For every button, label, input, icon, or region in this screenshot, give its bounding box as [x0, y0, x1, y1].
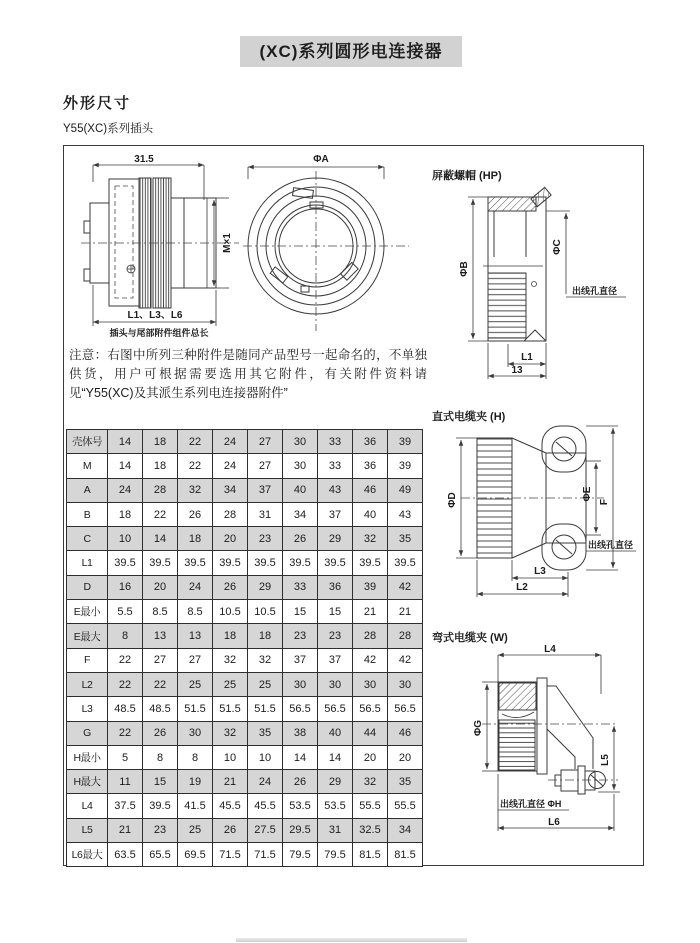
table-cell: 43 [318, 478, 353, 502]
table-cell: 39 [388, 454, 423, 478]
table-cell: 22 [178, 454, 213, 478]
table-cell: 28 [143, 478, 178, 502]
table-cell: 5.5 [108, 600, 143, 624]
table-cell: 53.5 [318, 794, 353, 818]
table-cell: 8 [108, 624, 143, 648]
table-cell: 18 [248, 624, 283, 648]
table-cell: 8 [178, 745, 213, 769]
table-cell: 39.5 [248, 551, 283, 575]
table-cell: 39.5 [108, 551, 143, 575]
table-cell: 37 [248, 478, 283, 502]
table-cell: 42 [388, 575, 423, 599]
table-cell: 35 [248, 721, 283, 745]
table-cell: 32 [353, 527, 388, 551]
table-row [67, 575, 423, 599]
table-cell: 26 [213, 818, 248, 842]
table-cell: 46 [388, 721, 423, 745]
table-cell: 15 [143, 770, 178, 794]
table-row [67, 551, 423, 575]
table-cell: 36 [318, 575, 353, 599]
table-cell: 71.5 [248, 843, 283, 867]
table-cell: 5 [108, 745, 143, 769]
outlet-diameter-label: 出线孔直径 [572, 286, 618, 296]
table-cell: 24 [213, 430, 248, 454]
table-cell: 39.5 [388, 551, 423, 575]
row-label: E最大 [67, 624, 108, 648]
row-label: E最小 [67, 600, 108, 624]
table-cell: 32 [248, 648, 283, 672]
table-cell: 35 [388, 527, 423, 551]
table-cell: 38 [283, 721, 318, 745]
table-cell: 21 [213, 770, 248, 794]
table-cell: 36 [353, 430, 388, 454]
table-cell: 27 [248, 430, 283, 454]
row-label: L1 [67, 551, 108, 575]
table-cell: 37.5 [108, 794, 143, 818]
note-text: 注意：右图中所列三种附件是随同产品型号一起命名的，不单独供货，用户可根据需要选用其它附件，有关附件资料请见“Y55(XC)及其派生系列电连接器附件” [69, 348, 427, 400]
row-label: C [67, 527, 108, 551]
table-cell: 39.5 [318, 551, 353, 575]
table-cell: 23 [318, 624, 353, 648]
table-cell: 22 [108, 672, 143, 696]
table-cell: 30 [283, 672, 318, 696]
table-cell: 42 [388, 648, 423, 672]
table-cell: 29.5 [283, 818, 318, 842]
table-cell: 26 [143, 721, 178, 745]
table-cell: 10.5 [248, 600, 283, 624]
table-cell: 45.5 [213, 794, 248, 818]
table-cell: 27 [178, 648, 213, 672]
table-cell: 33 [318, 430, 353, 454]
table-cell: 22 [108, 721, 143, 745]
outlet-diameter-label: 出线孔直径 [588, 540, 634, 550]
table-cell: 25 [248, 672, 283, 696]
table-cell: 8.5 [143, 600, 178, 624]
table-cell: 43 [388, 502, 423, 526]
dim-label: L3 [534, 566, 546, 577]
row-label: L4 [67, 794, 108, 818]
table-cell: 13 [143, 624, 178, 648]
row-label: B [67, 502, 108, 526]
table-cell: 23 [248, 527, 283, 551]
table-cell: 34 [213, 478, 248, 502]
table-cell: 24 [178, 575, 213, 599]
table-cell: 56.5 [283, 697, 318, 721]
table-cell: 42 [353, 648, 388, 672]
table-cell: 56.5 [318, 697, 353, 721]
table-cell: 32 [213, 721, 248, 745]
dim-label: ΦG [473, 720, 484, 736]
table-cell: 56.5 [388, 697, 423, 721]
angle-clamp-figure-title: 弯式电缆夹 (W) [432, 632, 508, 644]
table-cell: 34 [388, 818, 423, 842]
straight-clamp-figure-title: 直式电缆夹 (H) [432, 411, 506, 423]
table-cell: 11 [108, 770, 143, 794]
table-cell: 14 [318, 745, 353, 769]
table-cell: 31 [318, 818, 353, 842]
dim-label: ΦA [313, 154, 329, 165]
table-row [67, 648, 423, 672]
row-label: H最小 [67, 745, 108, 769]
table-row [67, 818, 423, 842]
shield-nut-figure-title: 屏蔽螺帽 (HP) [432, 170, 502, 182]
outlet-diameter-label: 出线孔直径 ΦH [500, 799, 562, 809]
table-cell: 21 [108, 818, 143, 842]
table-row [67, 794, 423, 818]
table-cell: 33 [318, 454, 353, 478]
dim-label: F [599, 498, 610, 506]
table-cell: 18 [143, 454, 178, 478]
table-cell: 21 [388, 600, 423, 624]
table-cell: 65.5 [143, 843, 178, 867]
table-cell: 28 [388, 624, 423, 648]
row-label: D [67, 575, 108, 599]
table-cell: 26 [178, 502, 213, 526]
table-cell: 22 [143, 672, 178, 696]
table-cell: 35 [388, 770, 423, 794]
row-label: L3 [67, 697, 108, 721]
table-cell: 23 [143, 818, 178, 842]
table-cell: 14 [143, 527, 178, 551]
table-cell: 55.5 [353, 794, 388, 818]
row-label: A [67, 478, 108, 502]
content-frame [63, 145, 644, 866]
table-cell: 20 [388, 745, 423, 769]
dim-label: L1、L3、L6 [127, 310, 183, 321]
plug-front-view-drawing [241, 153, 421, 343]
table-cell: 27 [143, 648, 178, 672]
table-cell: 27.5 [248, 818, 283, 842]
table-cell: 13 [178, 624, 213, 648]
table-cell: 48.5 [108, 697, 143, 721]
table-cell: 10 [108, 527, 143, 551]
row-label: G [67, 721, 108, 745]
table-cell: 10.5 [213, 600, 248, 624]
table-cell: 28 [213, 502, 248, 526]
table-cell: 39.5 [178, 551, 213, 575]
table-cell: 10 [213, 745, 248, 769]
table-cell: 39.5 [283, 551, 318, 575]
table-cell: 40 [283, 478, 318, 502]
dim-label: L5 [600, 754, 611, 766]
table-cell: 25 [178, 672, 213, 696]
section-heading: 外形尺寸 [63, 95, 132, 112]
dim-label: 31.5 [134, 154, 154, 165]
table-cell: 8.5 [178, 600, 213, 624]
dim-label: ΦB [459, 261, 470, 277]
table-row [67, 527, 423, 551]
row-label: L6最大 [67, 843, 108, 867]
dim-label: 13 [511, 365, 523, 376]
table-cell: 37 [283, 648, 318, 672]
table-cell: 32 [353, 770, 388, 794]
table-row [67, 600, 423, 624]
table-cell: 39.5 [143, 794, 178, 818]
table-cell: 22 [178, 430, 213, 454]
dim-label: L6 [548, 817, 560, 828]
table-cell: 19 [178, 770, 213, 794]
table-cell: 79.5 [283, 843, 318, 867]
table-row [67, 770, 423, 794]
table-cell: 44 [353, 721, 388, 745]
table-cell: 51.5 [213, 697, 248, 721]
table-cell: 37 [318, 502, 353, 526]
table-cell: 36 [353, 454, 388, 478]
dim-label: ΦD [447, 492, 458, 508]
table-cell: 32.5 [353, 818, 388, 842]
table-cell: 26 [213, 575, 248, 599]
plug-side-caption: 插头与尾部附件组件总长 [109, 328, 209, 338]
straight-clamp-drawing [436, 424, 651, 609]
table-cell: 21 [353, 600, 388, 624]
table-cell: 69.5 [178, 843, 213, 867]
dim-label: L2 [516, 582, 528, 593]
page-title: (XC)系列圆形电连接器 [240, 36, 462, 67]
table-cell: 14 [283, 745, 318, 769]
table-cell: 26 [283, 527, 318, 551]
table-row [67, 745, 423, 769]
table-cell: 30 [318, 672, 353, 696]
table-cell: 22 [108, 648, 143, 672]
table-cell: 25 [213, 672, 248, 696]
table-cell: 29 [248, 575, 283, 599]
table-cell: 23 [283, 624, 318, 648]
table-cell: 51.5 [248, 697, 283, 721]
table-cell: 20 [213, 527, 248, 551]
table-cell: 18 [178, 527, 213, 551]
angle-clamp-drawing [436, 644, 651, 844]
table-row [67, 672, 423, 696]
dimensions-table [66, 429, 423, 867]
bottom-page-divider [236, 938, 467, 942]
table-header-row [67, 430, 423, 454]
table-cell: 56.5 [353, 697, 388, 721]
table-cell: 63.5 [108, 843, 143, 867]
table-cell: 29 [318, 770, 353, 794]
table-row [67, 454, 423, 478]
table-cell: 37 [318, 648, 353, 672]
table-cell: 55.5 [388, 794, 423, 818]
table-cell: 26 [283, 770, 318, 794]
row-label: L2 [67, 672, 108, 696]
table-cell: 16 [108, 575, 143, 599]
table-cell: 30 [283, 454, 318, 478]
table-cell: 25 [178, 818, 213, 842]
table-cell: 39 [388, 430, 423, 454]
table-cell: 32 [213, 648, 248, 672]
row-label: F [67, 648, 108, 672]
table-row [67, 624, 423, 648]
table-cell: 39.5 [353, 551, 388, 575]
row-label: 壳体号 [67, 430, 108, 454]
table-row [67, 721, 423, 745]
table-cell: 27 [248, 454, 283, 478]
dim-label: L1 [521, 352, 533, 363]
row-label: M [67, 454, 108, 478]
table-cell: 41.5 [178, 794, 213, 818]
dim-label: ΦC [552, 239, 563, 255]
table-cell: 40 [318, 721, 353, 745]
dim-label: L4 [544, 644, 556, 655]
table-cell: 71.5 [213, 843, 248, 867]
table-cell: 14 [108, 454, 143, 478]
table-cell: 33 [283, 575, 318, 599]
table-cell: 31 [248, 502, 283, 526]
table-cell: 24 [248, 770, 283, 794]
series-subtitle: Y55(XC)系列插头 [63, 123, 154, 135]
table-cell: 51.5 [178, 697, 213, 721]
table-cell: 15 [283, 600, 318, 624]
table-cell: 39.5 [143, 551, 178, 575]
table-cell: 49 [388, 478, 423, 502]
table-cell: 15 [318, 600, 353, 624]
shield-nut-drawing [444, 184, 649, 384]
dim-label: ΦE [582, 486, 593, 502]
table-cell: 29 [318, 527, 353, 551]
table-cell: 81.5 [353, 843, 388, 867]
table-cell: 46 [353, 478, 388, 502]
dim-label: M×1 [222, 233, 233, 253]
table-cell: 10 [248, 745, 283, 769]
table-cell: 20 [353, 745, 388, 769]
table-cell: 8 [143, 745, 178, 769]
table-cell: 81.5 [388, 843, 423, 867]
table-cell: 79.5 [318, 843, 353, 867]
table-cell: 24 [213, 454, 248, 478]
table-cell: 30 [353, 672, 388, 696]
table-row [67, 697, 423, 721]
row-label: H最大 [67, 770, 108, 794]
table-cell: 18 [143, 430, 178, 454]
table-cell: 22 [143, 502, 178, 526]
table-cell: 39 [353, 575, 388, 599]
table-row [67, 478, 423, 502]
table-cell: 48.5 [143, 697, 178, 721]
table-cell: 39.5 [213, 551, 248, 575]
row-label: L5 [67, 818, 108, 842]
plug-side-view-drawing [79, 154, 244, 349]
table-cell: 30 [178, 721, 213, 745]
table-cell: 28 [353, 624, 388, 648]
table-cell: 30 [283, 430, 318, 454]
table-cell: 45.5 [248, 794, 283, 818]
table-cell: 18 [213, 624, 248, 648]
table-cell: 32 [178, 478, 213, 502]
table-cell: 14 [108, 430, 143, 454]
dimensions-table-body [67, 430, 423, 867]
table-cell: 40 [353, 502, 388, 526]
table-row [67, 843, 423, 867]
table-row [67, 502, 423, 526]
table-cell: 18 [108, 502, 143, 526]
table-cell: 24 [108, 478, 143, 502]
table-cell: 30 [388, 672, 423, 696]
table-cell: 34 [283, 502, 318, 526]
table-cell: 53.5 [283, 794, 318, 818]
table-cell: 20 [143, 575, 178, 599]
